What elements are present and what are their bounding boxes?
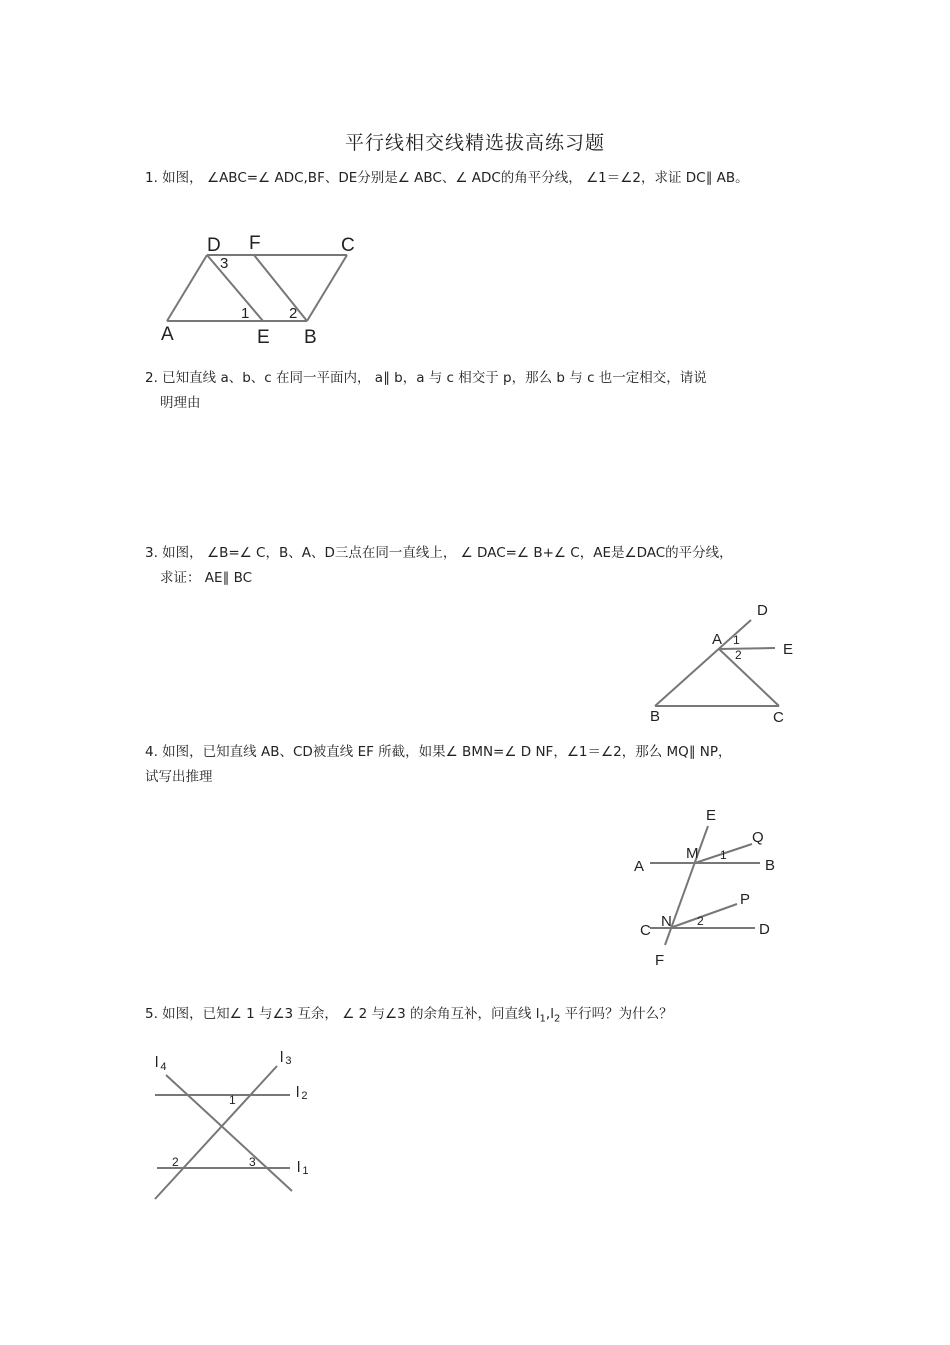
fig1-label-D: D <box>207 235 221 256</box>
fig4-label-D: D <box>759 921 770 938</box>
fig1-segment-AD <box>167 255 207 321</box>
question-2-text-line2: 明理由 <box>160 395 201 411</box>
fig4-label-F: F <box>655 952 665 969</box>
fig5-l3-letter: l <box>280 1049 284 1066</box>
fig1-segment-DE <box>207 255 263 321</box>
fig5-label-l1 <box>297 1159 308 1177</box>
question-5-l1-sub: 1 <box>539 1013 546 1025</box>
fig1-label-C: C <box>341 235 355 256</box>
question-4-text-line2: 试写出推理 <box>145 769 213 785</box>
fig5-l4-letter: l <box>155 1054 159 1071</box>
fig5-l1-sub: 1 <box>302 1165 309 1177</box>
fig3-label-C: C <box>773 709 784 726</box>
fig5-angle-1: 1 <box>229 1093 236 1107</box>
fig5-l1-letter: l <box>297 1159 301 1176</box>
fig4-label-C: C <box>640 922 651 939</box>
fig1-label-A: A <box>161 324 174 345</box>
fig4-label-E: E <box>706 807 717 824</box>
question-5-end: 平行吗？为什么？ <box>560 1006 673 1022</box>
fig5-l4-sub: 4 <box>160 1061 167 1073</box>
fig5-line-l3 <box>155 1066 277 1199</box>
fig3-label-A: A <box>712 631 723 648</box>
fig5-angle-2: 2 <box>172 1155 179 1169</box>
fig5-label-l3 <box>280 1049 291 1067</box>
fig3-angle-2: 2 <box>735 648 742 662</box>
fig5-l2-letter: l <box>296 1084 300 1101</box>
fig3-label-D: D <box>757 602 768 619</box>
question-4-text-line1: 4. 如图，已知直线 AB、CD被直线 EF 所截，如果∠ BMN=∠ D NF，∠1＝∠2，那么 MQ∥ NP， <box>145 744 732 760</box>
fig3-label-E: E <box>783 641 794 658</box>
fig4-label-N: N <box>661 913 672 930</box>
fig4-label-Q: Q <box>752 829 764 846</box>
fig5-label-l4 <box>155 1054 166 1073</box>
fig4-label-M: M <box>686 845 699 862</box>
fig4-angle-1: 1 <box>720 848 727 862</box>
fig4-angle-2: 2 <box>697 914 704 928</box>
question-3-text-line2: 求证： AE∥ BC <box>160 570 253 586</box>
fig5-angle-3: 3 <box>249 1155 256 1169</box>
fig1-angle-1: 1 <box>241 305 250 322</box>
question-1-text: 1. 如图， ∠ABC=∠ ADC,BF、DE分别是∠ ABC、∠ ADC的角平分线， ∠1＝∠2，求证 DC∥ AB。 <box>145 170 749 186</box>
question-5-sep: , <box>545 1006 551 1022</box>
fig4-label-B: B <box>765 857 776 874</box>
question-2-text-line1: 2. 已知直线 a、b、c 在同一平面内， a∥ b，a 与 c 相交于 p，那么 b 与 c 也一定相交，请说 <box>145 370 707 386</box>
fig5-l2-sub: 2 <box>301 1090 308 1102</box>
question-5-l1: l <box>535 1006 540 1022</box>
fig4-label-P: P <box>740 891 751 908</box>
fig3-segment-AE <box>719 648 775 649</box>
fig1-angle-2: 2 <box>289 305 298 322</box>
fig5-l3-sub: 3 <box>285 1055 292 1067</box>
question-3-text-line1: 3. 如图， ∠B=∠ C，B、A、D三点在同一直线上， ∠ DAC=∠ B+∠ C，AE是∠DAC的平分线， <box>145 545 733 561</box>
fig4-label-A: A <box>634 858 645 875</box>
question-5-main: 5. 如图，已知∠ 1 与∠3 互余， ∠ 2 与∠3 的余角互补，问直线 <box>145 1006 536 1022</box>
page-title: 平行线相交线精选拔高练习题 <box>344 132 605 154</box>
fig1-segment-BC <box>307 255 347 321</box>
fig3-segment-AC <box>719 649 779 706</box>
fig5-label-l2 <box>296 1084 307 1102</box>
fig1-angle-3: 3 <box>220 255 229 272</box>
question-5-l2: l <box>550 1006 554 1022</box>
fig1-label-B: B <box>304 327 317 348</box>
fig3-label-B: B <box>650 708 661 725</box>
fig1-label-F: F <box>249 233 261 254</box>
fig1-segment-BF <box>254 255 307 321</box>
question-5-l2-sub: 2 <box>553 1013 561 1025</box>
fig1-label-E: E <box>257 327 270 348</box>
fig3-angle-1: 1 <box>733 633 740 647</box>
